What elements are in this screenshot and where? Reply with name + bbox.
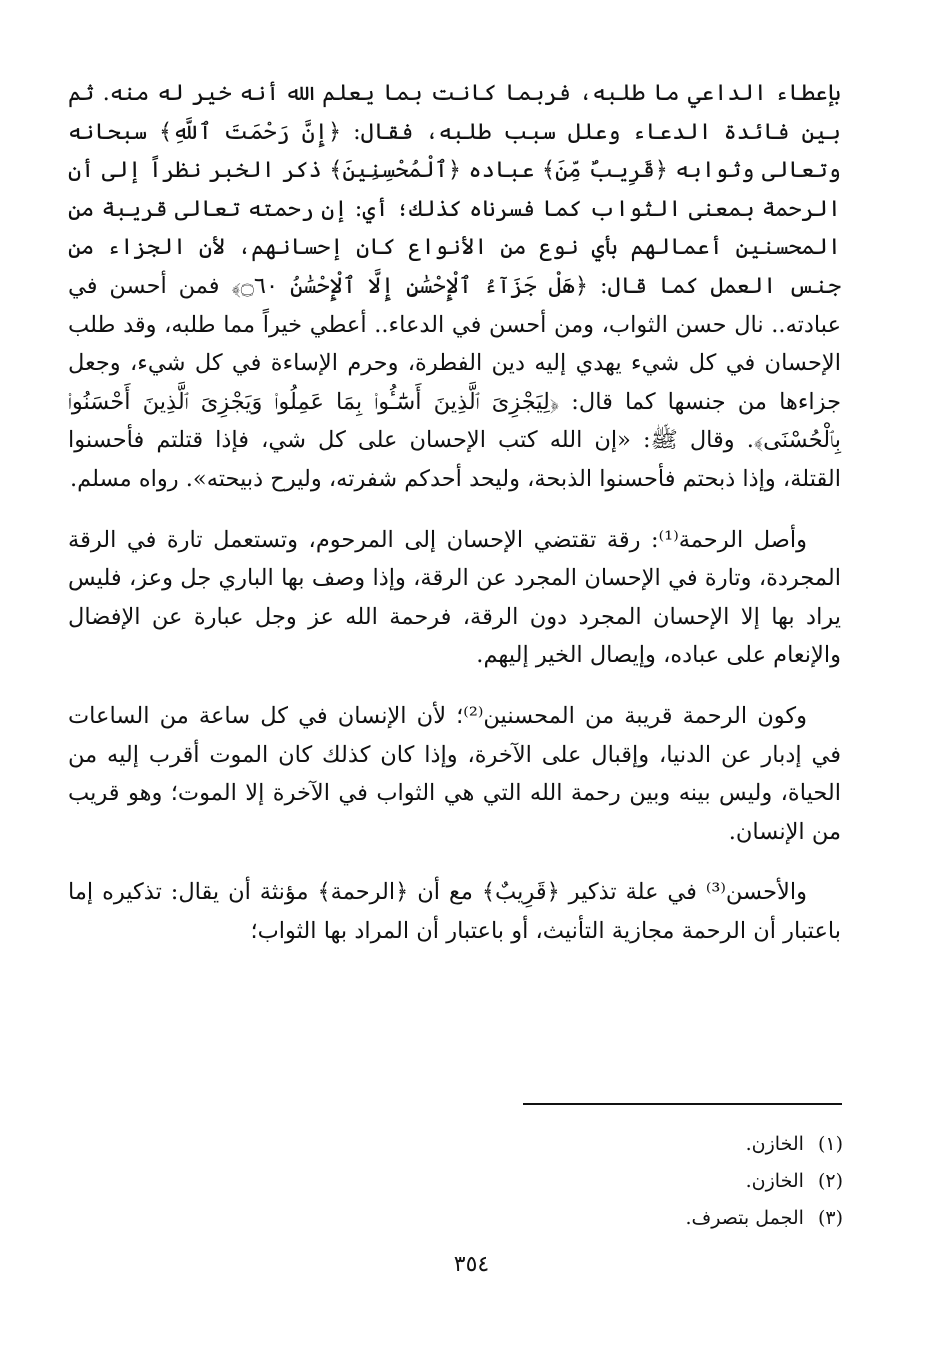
- footnote-separator: [523, 1103, 842, 1105]
- paragraph-4: [68, 873, 841, 950]
- footnote-text: الخازن.: [745, 1133, 804, 1155]
- footnote-text: الجمل بتصرف.: [685, 1207, 804, 1229]
- paragraph-2: [68, 521, 841, 675]
- paragraph-3: [68, 697, 841, 851]
- footnote-number: (٢): [817, 1170, 843, 1192]
- footnotes: [443, 1126, 843, 1237]
- paragraph-1: [68, 74, 841, 499]
- paragraph-2-text: وأصل الرحمة⁽¹⁾: رقة تقتضي الإحسان إلى المرحوم، وتستعمل تارة في الرقة المجردة، وتارة في الإحسان المجرد عن الرقة، وإذا وصف بها الباري جل وعز، فليس يراد بها إلا الإحسان المجرد دون الرقة، فرحمة الله عز وجل عبارة عن الإفضال والإنعام على عباده، وإيصال الخير إليهم.: [68, 526, 841, 669]
- footnote-3: [443, 1200, 843, 1237]
- paragraph-1-text: بإعطاء الداعي ما طلبه، فربما كانت بما يعلم الله أنه خير له منه. ثم بين فائدة الدعاء وعلل سبب طلبه، فقال: ﴿إِنَّ رَحْمَتَ ٱللَّهِ﴾ سبحانه وتعالى وثوابه ﴿قَرِيبٌ مِّنَ﴾ عباده ﴿ٱلْمُحْسِنِينَ﴾ ذكر الخبر نظراً إلى أن الرحمة بمعنى الثواب كما فسرناه كذلك؛ أي: إن رحمته تعالى قريبة من المحسنين أعمالهم بأي نوع من الأنواع كان إحسانهم، لأن الجزاء من جنس العمل كما قال: ﴿هَلْ جَزَآءُ ٱلْإِحْسَٰنِ إِلَّا ٱلْإِحْسَٰنُ ۝٦٠﴾ فمن أحسن في عبادته.. نال حسن الثواب، ومن أحسن في الدعاء.. أعطي خيراً مما طلبه، وقد طلب الإحسان في كل شيء يهدي إليه دين الفطرة، وحرم الإساءة في كل شيء، وجعل جزاءها من جنسها كما قال: ﴿لِيَجْزِىَ ٱلَّذِينَ أَسَٰٓـُٔوا۟ بِمَا عَمِلُوا۟ وَيَجْزِىَ ٱلَّذِينَ أَحْسَنُوا۟ بِٱلْحُسْنَى﴾. وقال ﷺ: «إن الله كتب الإحسان على كل شي، فإذا قتلتم فأحسنوا القتلة، وإذا ذبحتم فأحسنوا الذبحة، وليحد أحدكم شفرته، وليرح ذبيحته». رواه مسلم.: [68, 80, 841, 492]
- footnote-number: (١): [817, 1133, 843, 1155]
- footnote-2: [443, 1163, 843, 1200]
- footnote-1: [443, 1126, 843, 1163]
- footnote-number: (٣): [817, 1207, 843, 1229]
- paragraph-4-text: والأحسن⁽³⁾ في علة تذكير ﴿قَرِيبٌ﴾ مع أن ﴿الرحمة﴾ مؤنثة أن يقال: تذكيره إما باعتبار أن الرحمة مجازية التأنيث، أو باعتبار أن المراد بها الثواب؛: [68, 879, 841, 944]
- page-number: ٣٥٤: [453, 1252, 490, 1277]
- paragraph-3-text: وكون الرحمة قريبة من المحسنين⁽²⁾؛ لأن الإنسان في كل ساعة من الساعات في إدبار عن الدنيا، وإقبال على الآخرة، وإذا كان كذلك كان الموت أقرب إليه من الحياة، وليس بينه وبين رحمة الله التي هي الثواب في الآخرة إلا الموت؛ وهو قريب من الإنسان.: [68, 702, 841, 845]
- body-text: [68, 74, 841, 950]
- footnote-text: الخازن.: [745, 1170, 804, 1192]
